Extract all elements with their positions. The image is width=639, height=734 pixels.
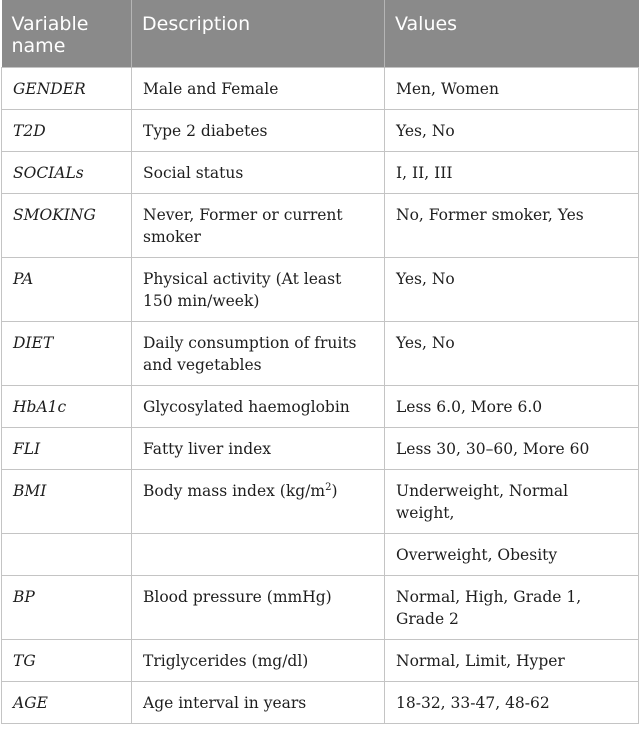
description-cell: Fatty liver index <box>132 428 385 470</box>
description-cell: Glycosylated haemoglobin <box>132 386 385 428</box>
table-row <box>2 640 639 682</box>
header-values: Values <box>385 0 639 68</box>
header-row <box>2 0 639 68</box>
values-cell: Yes, No <box>385 258 639 322</box>
values-cell: Less 30, 30–60, More 60 <box>385 428 639 470</box>
description-text-end: ) <box>331 482 338 500</box>
variables-table-container <box>1 0 638 724</box>
values-cell: Yes, No <box>385 322 639 386</box>
variable-cell: SOCIALs <box>2 152 132 194</box>
variable-cell: PA <box>2 258 132 322</box>
values-cell: I, II, III <box>385 152 639 194</box>
table-row <box>2 152 639 194</box>
description-cell: Blood pressure (mmHg) <box>132 576 385 640</box>
description-cell <box>132 534 385 576</box>
variable-cell: FLI <box>2 428 132 470</box>
values-cell: Overweight, Obesity <box>385 534 639 576</box>
header-variable-name: Variable name <box>2 0 132 68</box>
variable-cell: T2D <box>2 110 132 152</box>
table-row <box>2 258 639 322</box>
variable-cell: BMI <box>2 470 132 534</box>
table-body <box>2 68 639 724</box>
table-row <box>2 194 639 258</box>
table-row <box>2 428 639 470</box>
variables-table <box>1 0 639 724</box>
values-cell: Yes, No <box>385 110 639 152</box>
description-cell: Type 2 diabetes <box>132 110 385 152</box>
table-row <box>2 682 639 724</box>
values-cell: Normal, Limit, Hyper <box>385 640 639 682</box>
variable-cell: GENDER <box>2 68 132 110</box>
table-row <box>2 110 639 152</box>
variable-cell: HbA1c <box>2 386 132 428</box>
description-cell: Male and Female <box>132 68 385 110</box>
description-cell: Daily consumption of fruits and vegetables <box>132 322 385 386</box>
description-cell: Physical activity (At least 150 min/week) <box>132 258 385 322</box>
superscript-exponent: 2 <box>325 481 332 493</box>
description-cell: Never, Former or current smoker <box>132 194 385 258</box>
description-text: Body mass index (kg/m <box>143 482 326 500</box>
variable-cell: SMOKING <box>2 194 132 258</box>
header-description: Description <box>132 0 385 68</box>
variable-cell: TG <box>2 640 132 682</box>
table-row <box>2 576 639 640</box>
values-cell: Underweight, Normal weight, <box>385 470 639 534</box>
description-cell: Triglycerides (mg/dl) <box>132 640 385 682</box>
variable-cell <box>2 534 132 576</box>
table-row <box>2 386 639 428</box>
values-cell: Men, Women <box>385 68 639 110</box>
values-cell: No, Former smoker, Yes <box>385 194 639 258</box>
table-row <box>2 470 639 534</box>
table-header <box>2 0 639 68</box>
variable-cell: DIET <box>2 322 132 386</box>
values-cell: Normal, High, Grade 1, Grade 2 <box>385 576 639 640</box>
variable-cell: BP <box>2 576 132 640</box>
table-row <box>2 322 639 386</box>
description-cell: Age interval in years <box>132 682 385 724</box>
values-cell: 18-32, 33-47, 48-62 <box>385 682 639 724</box>
description-cell: Social status <box>132 152 385 194</box>
table-row <box>2 534 639 576</box>
values-cell: Less 6.0, More 6.0 <box>385 386 639 428</box>
description-cell <box>132 470 385 534</box>
variable-cell: AGE <box>2 682 132 724</box>
table-row <box>2 68 639 110</box>
